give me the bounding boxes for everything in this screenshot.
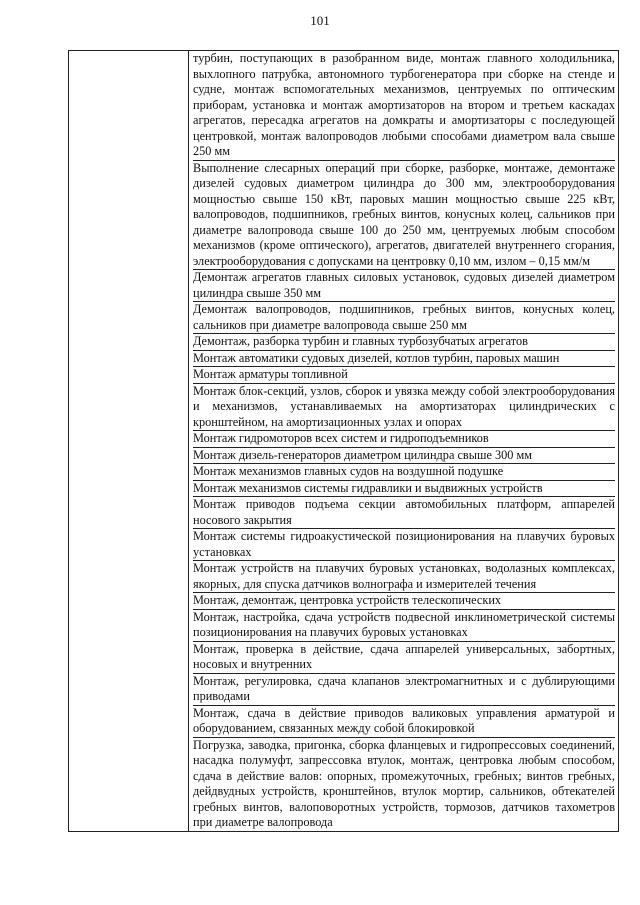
table-row [193,674,615,706]
row-text: Монтаж приводов подъема секции автомобильных платформ, аппарелей носового закрытия [193,497,615,527]
table-row [193,529,615,561]
table-row [193,642,615,674]
table-row [193,497,615,529]
page-number: 101 [310,13,330,28]
table-row [193,561,615,593]
row-text: Демонтаж, разборка турбин и главных турбозубчатых агрегатов [193,334,528,348]
left-column-cell [69,51,189,832]
row-text: Демонтаж агрегатов главных силовых установок, судовых дизелей диаметром цилиндра свыше 350 мм [193,270,615,300]
table-row [193,334,615,351]
table-row [193,481,615,498]
row-text: Монтаж блок-секций, узлов, сборок и увязка между собой электрооборудования и механизмов, устанавливаемых на амортизаторах цилиндрических с кронштейном, на амортизационных узлах и опорах [193,383,615,429]
right-column-cell [189,51,619,832]
row-text: Монтаж механизмов главных судов на воздушной подушке [193,464,504,478]
row-text: Монтаж системы гидроакустической позиционирования на плавучих буровых установках [193,529,615,559]
row-text: Выполнение слесарных операций при сборке, разборке, монтаже, демонтаже дизелей судовых диаметром цилиндра до 300 мм, электрооборудования мощностью свыше 150 кВт, паровых машин мощностью свыше 225 кВт, валопроводов, подшипников, гребных винтов, конусных колец, сальников при диаметре валопровода свыше 100 до 250 мм, центруемых любым способом механизмов (кроме оптического), агрегатов, двигателей внутреннего сгорания, электрооборудования с допусками на центровку 0,10 мм, излом – 0,15 мм/м [193,160,615,268]
table-row [193,738,615,831]
row-text: турбин, поступающих в разобранном виде, монтаж главного холодильника, выхлопного патрубка, автономного турбогенератора при сборке на стенде и судне, монтаж вспомогательных механизмов, центруемых по оптическим приборам, установка и монтаж амортизаторов на втором и третьем каскадах агрегатов, пересадка агрегатов на домкраты и амортизаторы с последующей центровкой, монтаж валопроводов любыми способами диаметром вала свыше 250 мм [193,51,615,158]
row-text: Монтаж гидромоторов всех систем и гидроподъемников [193,431,489,445]
table-row [193,161,615,271]
row-text: Монтаж, регулировка, сдача клапанов электромагнитных и с дублирующими приводами [193,673,615,703]
row-text: Погрузка, заводка, пригонка, сборка фланцевых и гидропрессовых соединений, насадка полумуфт, запрессовка втулок, монтаж, центровка любым способом, сдача в действие валов: опорных, промежуточных, гребных; винтов гребных, дейдвудных устройств, кронштейнов, втулок мортир, сальников, обтекателей гребных винтов, валоповоротных устройств, тормозов, датчиков тахометров при диаметре валопровода [193,737,615,829]
table-row [193,706,615,738]
row-text: Монтаж арматуры топливной [193,367,348,381]
table-row [193,270,615,302]
row-text: Монтаж, сдача в действие приводов валиковых управления арматурой и оборудованием, связанных между собой блокировкой [193,705,615,735]
table-row [193,51,615,161]
row-text: Монтаж, проверка в действие, сдача аппарелей универсальных, забортных, носовых и внутренних [193,641,615,671]
row-text: Монтаж, демонтаж, центровка устройств телескопических [193,593,502,607]
row-text: Монтаж механизмов системы гидравлики и выдвижных устройств [193,480,543,495]
table-row [69,51,619,832]
table-row [193,593,615,610]
table-row [193,448,615,465]
row-text: Монтаж автоматики судовых дизелей, котлов турбин, паровых машин [193,350,560,365]
row-text: Монтаж, настройка, сдача устройств подвесной инклинометрической системы позиционирования на плавучих буровых установках [193,609,615,639]
works-table [68,50,619,832]
row-text: Монтаж устройств на плавучих буровых установках, водолазных комплексах, якорных, для спуска датчиков волнографа и измерителей течения [193,561,615,591]
row-text: Демонтаж валопроводов, подшипников, гребных винтов, конусных колец, сальников при диаметре валопровода свыше 250 мм [193,302,615,332]
table-row [193,610,615,642]
table-row [193,351,615,368]
table-row [193,464,615,481]
table-row [193,302,615,334]
row-text: Монтаж дизель-генераторов диаметром цилиндра свыше 300 мм [193,447,533,462]
table-row [193,367,615,384]
table-row [193,431,615,448]
table-row [193,384,615,432]
